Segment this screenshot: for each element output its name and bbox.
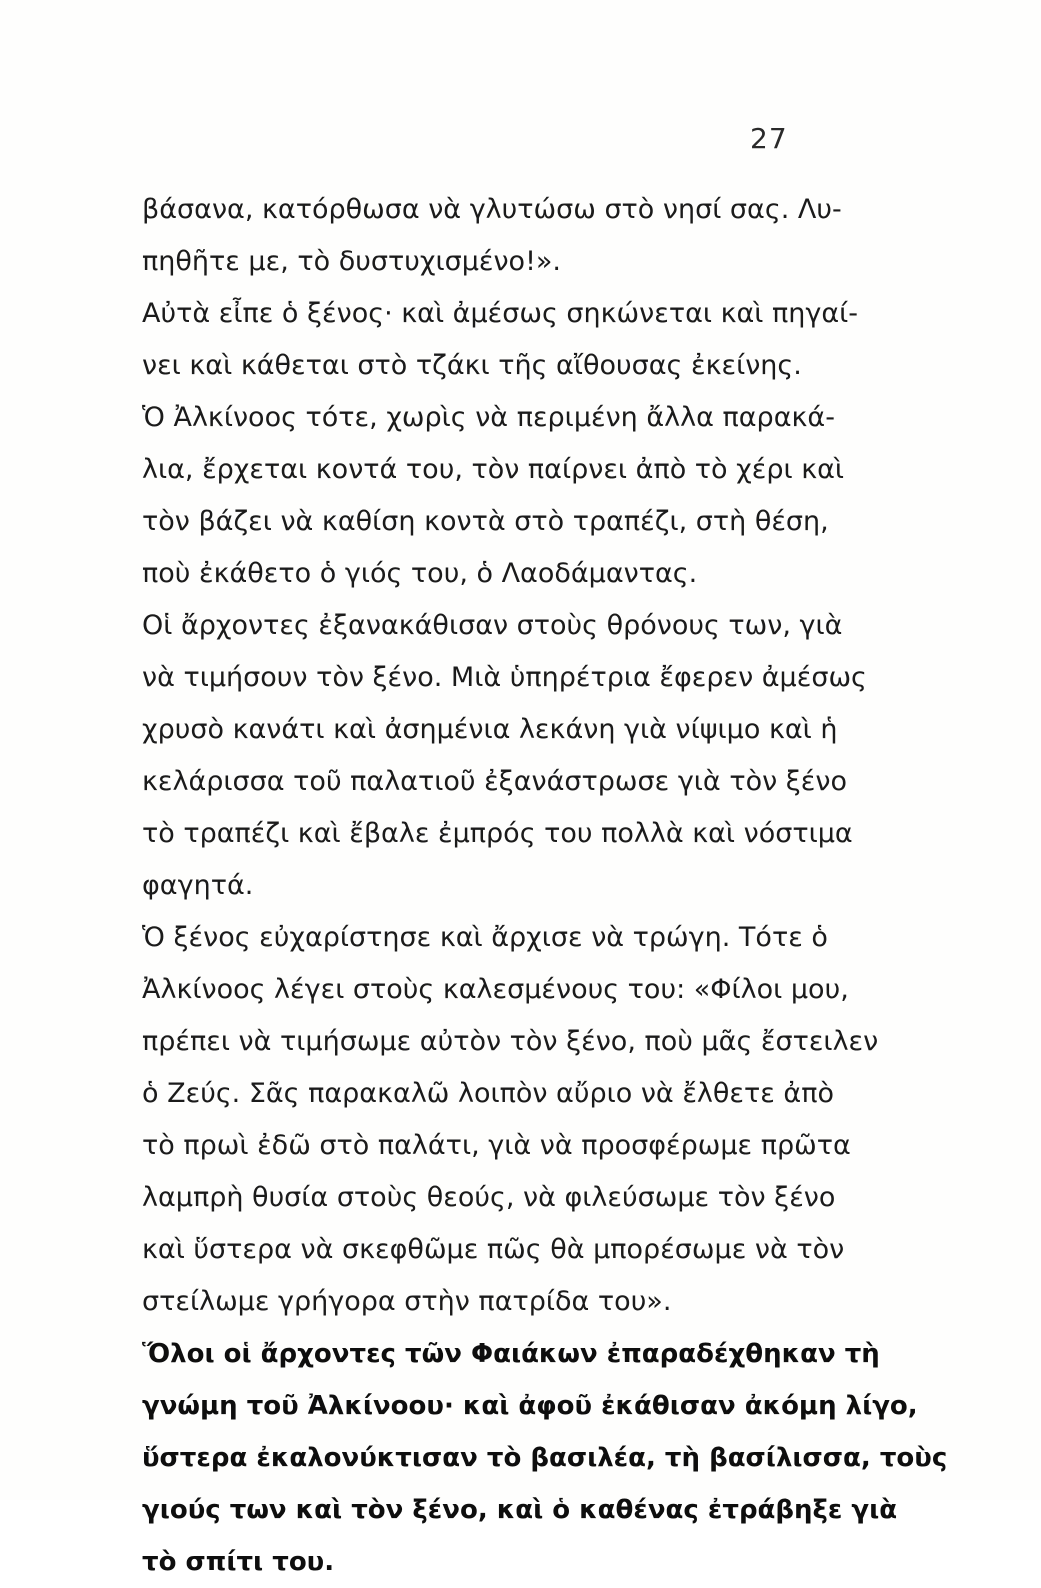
text-line: λια, ἔρχεται κοντά του, τὸν παίρνει ἀπὸ τὸ χέρι καὶ [142, 454, 845, 485]
text-line: τὸν βάζει νὰ καθίση κοντὰ στὸ τραπέζι, στὴ θέση, [142, 506, 829, 537]
page-number: 27 [750, 122, 788, 155]
paragraph-5 [142, 912, 879, 1328]
body-text [142, 184, 948, 1588]
text-line: ὕστερα ἐκαλονύκτισαν τὸ βασιλέα, τὴ βασίλισσα, τοὺς [142, 1443, 948, 1473]
text-line: βάσανα, κατόρθωσα νὰ γλυτώσω στὸ νησί σας. Λυ- [142, 194, 842, 225]
text-line: πηθῆτε με, τὸ δυστυχισμένο!». [142, 246, 562, 277]
text-line: νὰ τιμήσουν τὸν ξένο. Μιὰ ὑπηρέτρια ἔφερεν ἀμέσως [142, 662, 867, 693]
text-line: τὸ τραπέζι καὶ ἔβαλε ἐμπρός του πολλὰ καὶ νόστιμα [142, 818, 853, 849]
text-line: χρυσὸ κανάτι καὶ ἀσημένια λεκάνη γιὰ νίψιμο καὶ ἡ [142, 714, 838, 745]
text-line: γνώμη τοῦ Ἀλκίνοου· καὶ ἀφοῦ ἐκάθισαν ἀκόμη λίγο, [142, 1391, 918, 1421]
text-line: πρέπει νὰ τιμήσωμε αὐτὸν τὸν ξένο, ποὺ μᾶς ἔστειλεν [142, 1026, 879, 1057]
text-line: Ὁ Ἀλκίνοος τότε, χωρὶς νὰ περιμένη ἄλλα παρακά- [142, 402, 835, 433]
text-line: κελάρισσα τοῦ παλατιοῦ ἐξανάστρωσε γιὰ τὸν ξένο [142, 766, 848, 797]
text-line: λαμπρὴ θυσία στοὺς θεούς, νὰ φιλεύσωμε τὸν ξένο [142, 1182, 836, 1213]
paragraph-2 [142, 288, 859, 392]
text-line: νει καὶ κάθεται στὸ τζάκι τῆς αἴθουσας ἐκείνης. [142, 350, 802, 381]
text-line: Οἱ ἄρχοντες ἐξανακάθισαν στοὺς θρόνους των, γιὰ [142, 610, 843, 641]
paragraph-4 [142, 600, 867, 912]
text-line: Ὅλοι οἱ ἄρχοντες τῶν Φαιάκων ἐπαραδέχθηκαν τὴ [142, 1339, 880, 1369]
text-line: τὸ σπίτι του. [142, 1547, 335, 1577]
text-line: Αὐτὰ εἶπε ὁ ξένος· καὶ ἀμέσως σηκώνεται καὶ πηγαί- [142, 298, 859, 329]
text-line: Ὁ ξένος εὐχαρίστησε καὶ ἄρχισε νὰ τρώγη. Τότε ὁ [142, 922, 828, 953]
text-line: Ἀλκίνοος λέγει στοὺς καλεσμένους του: «Φίλοι μου, [142, 974, 849, 1005]
paragraph-3 [142, 392, 845, 600]
text-line: ὁ Ζεύς. Σᾶς παρακαλῶ λοιπὸν αὔριο νὰ ἔλθετε ἀπὸ [142, 1078, 835, 1109]
paragraph-1 [142, 184, 842, 288]
text-line: στείλωμε γρήγορα στὴν πατρίδα του». [142, 1286, 672, 1317]
text-line: γιούς των καὶ τὸν ξένο, καὶ ὁ καθένας ἐτράβηξε γιὰ [142, 1495, 898, 1525]
text-line: φαγητά. [142, 870, 254, 901]
text-line: καὶ ὕστερα νὰ σκεφθῶμε πῶς θὰ μπορέσωμε νὰ τὸν [142, 1234, 845, 1265]
text-line: τὸ πρωὶ ἐδῶ στὸ παλάτι, γιὰ νὰ προσφέρωμε πρῶτα [142, 1130, 851, 1161]
paragraph-6 [142, 1328, 948, 1588]
text-line: ποὺ ἐκάθετο ὁ γιός του, ὁ Λαοδάμαντας. [142, 558, 698, 589]
